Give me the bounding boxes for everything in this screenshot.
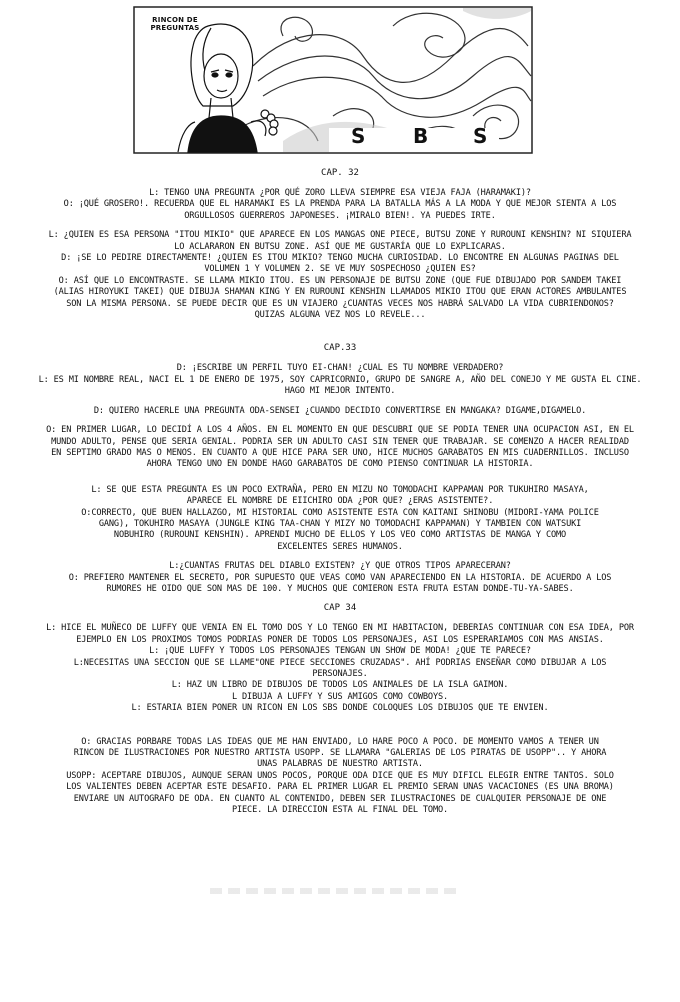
qa-line: O: PREFIERO MANTENER EL SECRETO, POR SUPUESTO QUE VEAS COMO VAN APARECIENDO EN LA HISTORIA. DE ACUERDO A LOS: [68, 572, 612, 583]
qa-line: LO ACLARARON EN BUTSU ZONE. ASÍ QUE ME GUSTARÍA QUE LO EXPLICARAS.: [174, 241, 506, 252]
qa-line: L: HAZ UN LIBRO DE DIBUJOS DE TODOS LOS ANIMALES DE LA ISLA GAIMON.: [171, 680, 509, 691]
qa-line: (ALIAS HIROYUKI TAKEI) QUE DIBUJA SHAMAN KING Y EN RUROUNI KENSHIN LLAMADOS MIKIO ITOU QUE ERAN ACTORES AMBULANTES: [53, 287, 627, 298]
sbs-letter-2: B: [413, 124, 429, 148]
corner-label-line-2: PREGUNTAS: [150, 24, 200, 32]
qa-line: EJEMPLO EN LOS PROXIMOS TOMOS PODRIAS PONER DE TODOS LOS PERSONAJES, ASI LOS ESPERARIAMOS CON MAS ANSIAS.: [76, 634, 604, 645]
qa-line: HAGO MI MEJOR INTENTO.: [284, 386, 396, 397]
corner-label: [145, 16, 205, 32]
section-cap-33: [4, 343, 676, 595]
qa-line: O: GRACIAS PORBARE TODAS LAS IDEAS QUE ME HAN ENVIADO, LO HARE POCO A POCO. DE MOMENTO VAMOS A TENER UN: [81, 736, 599, 747]
qa-line: MUNDO ADULTO, PENSE QUE SERIA GENIAL. PODRIA SER UN ADULTO CASI SIN TENER QUE TRABAJAR. SE COMENZO A HACER REALIDAD: [51, 436, 629, 447]
qa-line: PERSONAJES.: [312, 669, 368, 679]
qa-line: L:NECESITAS UNA SECCION QUE SE LLAME"ONE PIECE SECCIONES CRUZADAS". AHÍ PODRIAS ENSEÑAR COMO DIBUJAR A LOS: [73, 657, 607, 668]
qa-line: EXCELENTES SERES HUMANOS.: [277, 541, 403, 552]
qa-line: L: ESTARIA BIEN PONER UN RICON EN LOS SBS DONDE COLOQUES LOS DIBUJOS QUE TE ENVIEN.: [131, 703, 549, 714]
qa-line: UNAS PALABRAS DE NUESTRO ARTISTA.: [257, 759, 423, 770]
qa-line: L DIBUJA A LUFFY Y SUS AMIGOS COMO COWBOYS.: [231, 691, 449, 702]
qa-line: RUMORES HE OIDO QUE SON MAS DE 100. Y MUCHOS QUE COMIERON ESTA FRUTA ESTAN DONDE-TU-YA-SABES.: [106, 583, 574, 594]
scan-smudge: [210, 888, 460, 894]
qa-line: APARECE EL NOMBRE DE EIICHIRO ODA ¿POR QUE? ¿ERAS ASISTENTE?.: [186, 496, 494, 507]
qa-line: QUIZAS ALGUNA VEZ NOS LO REVELE...: [254, 310, 426, 321]
qa-line: ENVIARE UN AUTOGRAFO DE ODA. EN CUANTO AL CONTENIDO, DEBEN SER ILUSTRACIONES DE CUALQUIER PERSONAJE DE ONE: [73, 793, 607, 804]
qa-line: L: ¡QUE LUFFY Y TODOS LOS PERSONAJES TENGAN UN SHOW DE MODA! ¿QUE TE PARECE?: [149, 646, 531, 657]
qa-line: L: HICE EL MUÑECO DE LUFFY QUE VENIA EN EL TOMO DOS Y LO TENGO EN MI HABITACION, DEBERIAS CONTINUAR CON ESA IDEA, POR: [46, 623, 634, 634]
qa-line: O: EN PRIMER LUGAR, LO DECIDÍ A LOS 4 AÑOS. EN EL MOMENTO EN QUE DESCUBRI QUE SE PODIA TENER UNA OCUPACION ASI, EN EL: [46, 425, 634, 436]
section-cap-32: [4, 168, 676, 321]
qa-line: SON LA MISMA PERSONA. SE PUEDE DECIR QUE ES UN VIAJERO ¿CUANTAS VECES NOS HABRÁ SALVADO LA VIDA CUBRIENDONOS?: [66, 298, 614, 309]
qa-line: LOS VALIENTES DEBEN ACEPTAR ESTE DESAFIO. PARA EL PRIMER LUGAR EL PREMIO SERAN UNAS VACACIONES (ES UNA BROMA): [66, 782, 614, 793]
chapter-title: CAP. 32: [321, 168, 359, 178]
sbs-text-content: [4, 160, 676, 816]
qa-line: D: QUIERO HACERLE UNA PREGUNTA ODA-SENSEI ¿CUANDO DECIDIO CONVERTIRSE EN MANGAKA? DIGAME,DIGAMELO.: [93, 405, 587, 416]
qa-line: PIECE. LA DIRECCION ESTA AL FINAL DEL TOMO.: [231, 805, 449, 816]
chapter-title: CAP 34: [323, 603, 357, 614]
qa-line: GANG), TOKUHIRO MASAYA (JUNGLE KING TAA-CHAN Y MIZY NO TOMODACHI KAPPAMAN) Y TAMBIEN CON WATSUKI: [98, 518, 582, 529]
sbs-header-illustration: [133, 6, 533, 154]
section-cap-34: [4, 603, 676, 816]
qa-line: USOPP: ACEPTARE DIBUJOS, AUNQUE SERAN UNOS POCOS, PORQUE ODA DICE QUE ES MUY DIFICL ELEGIR ENTRE TANTOS. SOLO: [66, 770, 614, 781]
qa-line: EN SEPTIMO GRADO MAS O MENOS. EN CUANTO A QUE HICE PARA SER UNO, HICE MUCHOS GARABATOS EN MIS CUADERNILLOS. INCLUSO: [51, 447, 629, 458]
qa-line: L: ES MI NOMBRE REAL, NACI EL 1 DE ENERO DE 1975, SOY CAPRICORNIO, GRUPO DE SANGRE A, AÑO DEL CONEJO Y ME GUSTA EL CINE.: [38, 374, 642, 385]
qa-line: O: ¡QUÉ GROSERO!. RECUERDA QUE EL HARAMAKI ES LA PRENDA PARA LA BATALLA MÁS A LA MODA Y QUE MEJOR SIENTA A LOS: [63, 199, 617, 210]
qa-line: D: ¡SE LO PEDIRE DIRECTAMENTE! ¿QUIEN ES ITOU MIKIO? TENGO MUCHA CURIOSIDAD. LO ENCONTRE EN ALGUNAS PAGINAS DEL: [61, 253, 619, 264]
qa-line: O:CORRECTO, QUE BUEN HALLAZGO, MI HISTORIAL COMO ASISTENTE ESTA CON KAITANI SHINOBU (MIDORI-YAMA POLICE: [81, 507, 599, 518]
qa-line: D: ¡ESCRIBE UN PERFIL TUYO EI-CHAN! ¿CUAL ES TU NOMBRE VERDADERO?: [176, 363, 504, 374]
qa-line: VOLUMEN 1 Y VOLUMEN 2. SE VE MUY SOSPECHOSO ¿QUIEN ES?: [204, 264, 476, 275]
qa-line: L: TENGO UNA PREGUNTA ¿POR QUÉ ZORO LLEVA SIEMPRE ESA VIEJA FAJA (HARAMAKI)?: [149, 188, 531, 198]
qa-line: O: ASÍ QUE LO ENCONTRASTE. SE LLAMA MIKIO ITOU. ES UN PERSONAJE DE BUTSU ZONE (QUE FUE DIBUJADO POR SANDEM TAKEI: [58, 275, 622, 286]
sbs-letter-3: S: [473, 124, 488, 148]
corner-label-line-1: RINCON DE: [152, 16, 198, 24]
qa-line: RINCON DE ILUSTRACIONES POR NUESTRO ARTISTA USOPP. SE LLAMARA "GALERIAS DE LOS PIRATAS DE USOPP".. Y AHORA: [73, 748, 607, 759]
qa-line: L:¿CUANTAS FRUTAS DEL DIABLO EXISTEN? ¿Y QUE OTROS TIPOS APARECERAN?: [169, 561, 511, 572]
chapter-title: CAP.33: [323, 343, 357, 354]
qa-line: L: SE QUE ESTA PREGUNTA ES UN POCO EXTRAÑA, PERO EN MIZU NO TOMODACHI KAPPAMAN POR TUKUHIRO MASAYA,: [91, 484, 589, 495]
sbs-letter-1: S: [351, 124, 366, 148]
qa-line: AHORA TENGO UNO EN DONDE HAGO GARABATOS DE COMO PIENSO CONTINUAR LA HISTORIA.: [146, 459, 534, 470]
qa-line: L: ¿QUIEN ES ESA PERSONA "ITOU MIKIO" QUE APARECE EN LOS MANGAS ONE PIECE, BUTSU ZONE Y RUROUNI KENSHIN? NI SIQUIERA: [48, 230, 632, 241]
qa-line: NOBUHIRO (RUROUNI KENSHIN). APRENDI MUCHO DE ELLOS Y LOS VEO COMO ARTISTAS DE MANGA Y COMO: [113, 530, 567, 541]
qa-line: ORGULLOSOS GUERREROS JAPONESES. ¡MIRALO BIEN!. YA PUEDES IRTE.: [184, 210, 496, 221]
